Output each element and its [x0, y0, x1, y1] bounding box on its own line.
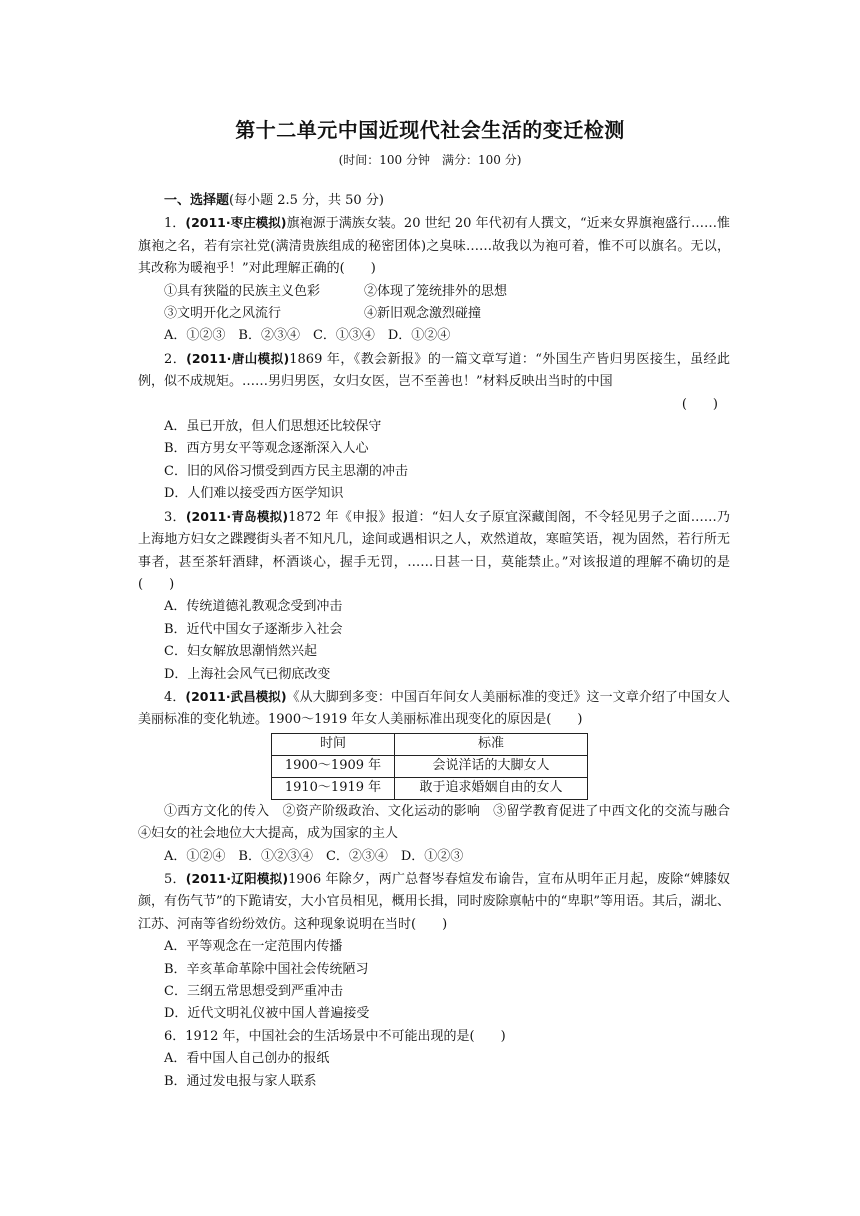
question-number: 6． [164, 1028, 186, 1044]
option-a: A．传统道德礼教观念受到冲击 [164, 599, 343, 615]
option-b: B．近代中国女子逐渐步入社会 [164, 621, 343, 637]
section-heading [138, 190, 730, 212]
question-3 [138, 506, 730, 597]
option-b: B．通过发电报与家人联系 [164, 1073, 317, 1089]
answer-options: A．①②③ B．②③④ C．①③④ D．①②④ [164, 328, 451, 344]
question-number: 5． [164, 871, 186, 887]
statement-list: ①西方文化的传入 ②资产阶级政治、文化运动的影响 ③留学教育促进了中西文化的交流与融合 ④妇女的社会地位大大提高，成为国家的主人 [138, 803, 744, 842]
section-label: 一、选择题 [164, 193, 230, 208]
question-source: (2011·青岛模拟) [185, 508, 289, 524]
option-b: B．西方男女平等观念逐渐深入人心 [164, 441, 369, 457]
statement-row [138, 281, 730, 303]
option-c: C．妇女解放思潮悄然兴起 [164, 644, 317, 660]
exam-info: (时间：100 分钟 满分：100 分) [338, 153, 522, 167]
statement: ①具有狭隘的民族主义色彩 [164, 283, 321, 299]
option-a: A．平等观念在一定范围内传播 [164, 939, 343, 955]
question-1 [138, 212, 730, 280]
answer-options: A．①②④ B．①②③④ C．②③④ D．①②③ [164, 848, 464, 864]
option-c: C．旧的风俗习惯受到西方民主思潮的冲击 [164, 463, 408, 479]
question-source: (2011·枣庄模拟) [185, 215, 287, 231]
table-header: 时间 [272, 733, 395, 755]
option-d: D．人们难以接受西方医学知识 [164, 486, 344, 502]
question-6 [138, 1026, 730, 1048]
question-source: (2011·武昌模拟) [185, 688, 287, 704]
option-b: B．辛亥革命革除中国社会传统陋习 [164, 961, 369, 977]
page-title: 第十二单元中国近现代社会生活的变迁检测 [235, 118, 625, 142]
table-cell: 1900～1909 年 [272, 755, 395, 777]
table-row [272, 755, 588, 777]
answer-blank: ( ) [681, 396, 718, 412]
table-header-row [272, 733, 588, 755]
question-number: 1． [164, 216, 186, 232]
question-4 [138, 686, 730, 732]
question-number: 3． [164, 509, 186, 525]
table-header: 标准 [395, 733, 588, 755]
beauty-standard-table [271, 733, 588, 800]
table-cell: 会说洋话的大脚女人 [395, 755, 588, 777]
option-d: D．上海社会风气已彻底改变 [164, 666, 331, 682]
question-text: 《从大脚到多变：中国百年间女人美丽标准的变迁》这一文章介绍了中国女人美丽标准的变化轨迹。1900～1919 年女人美丽标准出现变化的原因是( ) [138, 689, 730, 728]
question-text: 1872 年《申报》报道：“妇人女子原宜深藏闺阁，不令轻见男子之面……乃上海地方妇女之蹀躞街头者不知凡几，途间或遇相识之人，欢然道故，寒暄笑语，视为固然，若行所无事者，甚至茶轩酒肆，杯酒谈心，握手无罚，……日甚一日，莫能禁止。”对该报道的理解不确切的是( ) [138, 509, 730, 592]
table-row [272, 777, 588, 799]
question-text: 1912 年，中国社会的生活场景中不可能出现的是( ) [185, 1028, 506, 1044]
table-cell: 敢于追求婚姻自由的女人 [395, 777, 588, 799]
question-source: (2011·辽阳模拟) [185, 870, 289, 886]
section-note: (每小题 2.5 分，共 50 分) [229, 193, 384, 208]
option-d: D．近代文明礼仪被中国人普遍接受 [164, 1006, 370, 1022]
table-cell: 1910～1919 年 [272, 777, 395, 799]
question-number: 4． [164, 689, 186, 705]
question-text: 旗袍源于满族女装。20 世纪 20 年代初有人撰文，“近来女界旗袍盛行……惟旗袍之名，若有宗社党(满清贵族组成的秘密团体)之臭味……故我以为袍可着，惟不可以旗名。无以，其改称为暖袍乎！”对此理解正确的( ) [138, 216, 730, 277]
option-c: C．三纲五常思想受到严重冲击 [164, 984, 343, 999]
option-a: A．看中国人自己创办的报纸 [164, 1051, 330, 1067]
exam-body [138, 190, 744, 1093]
statement: ④新旧观念激烈碰撞 [364, 306, 482, 322]
question-source: (2011·唐山模拟) [186, 350, 290, 366]
question-number: 2． [164, 351, 187, 367]
question-5 [138, 868, 730, 936]
question-2 [138, 348, 730, 394]
question-text: 1869 年，《教会新报》的一篇文章写道：“外国生产皆归男医接生，虽经此例，似不成规矩。……男归男医，女归女医，岂不至善也！”材料反映出当时的中国 [138, 351, 730, 390]
question-text: 1906 年除夕，两广总督岑春煊发布谕告，宣布从明年正月起，废除“婢膝奴颜，有伤气节”的下跪请安，大小官员相见，概用长揖，同时废除禀帖中的“卑职”等用语。其后，湖北、江苏、河南等省纷纷效仿。这种现象说明在当时( ) [138, 871, 730, 932]
statement: ③文明开化之风流行 [164, 306, 282, 322]
option-a: A．虽已开放，但人们思想还比较保守 [164, 419, 382, 435]
statement: ②体现了笼统排外的思想 [364, 283, 508, 299]
statement-row [138, 303, 730, 325]
